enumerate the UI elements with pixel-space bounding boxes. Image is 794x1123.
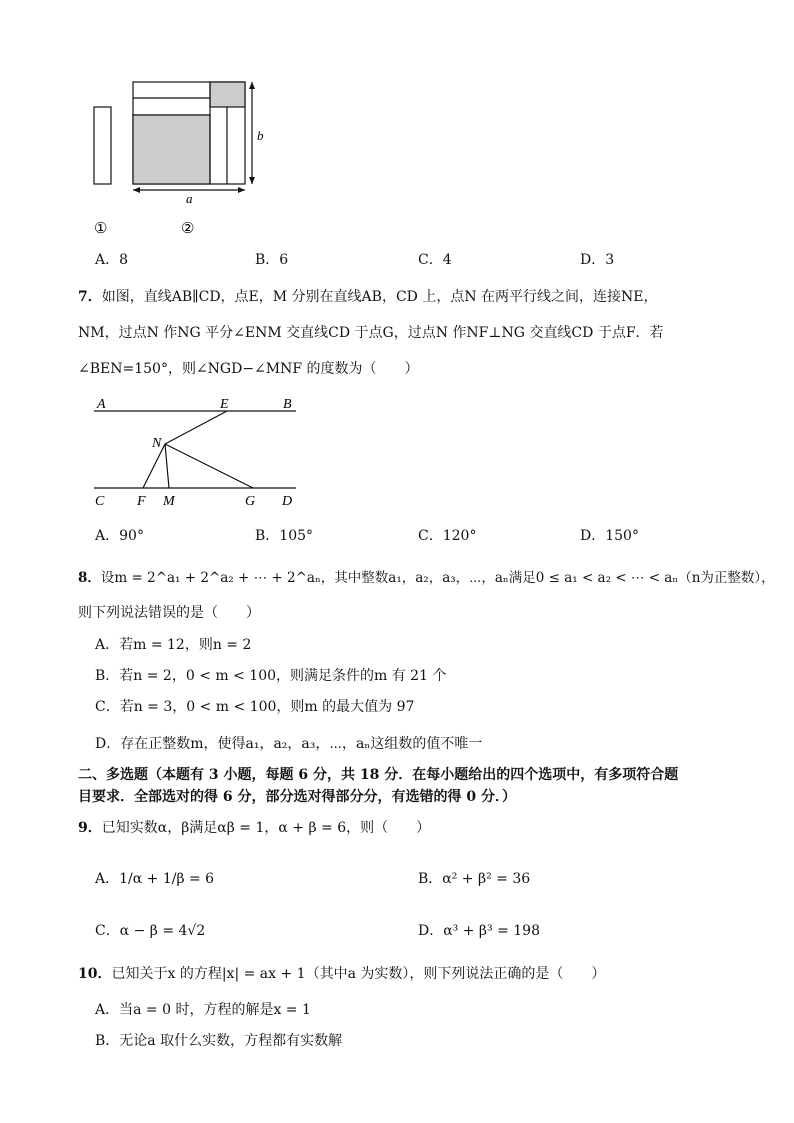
q10-option-a[interactable]: A．当a = 0 时，方程的解是x = 1 — [95, 1002, 311, 1018]
q9-option-b[interactable]: B．α² + β² = 36 — [418, 871, 531, 887]
caption-1: ① — [94, 221, 108, 237]
q8-line-1: 8．设m = 2^a₁ + 2^a₂ + ⋯ + 2^aₙ，其中整数a₁，a₂，a₃，⋯，aₙ满足0 ≤ a₁ < a₂ < ⋯ < aₙ（n为正整数）， — [78, 570, 775, 586]
point-a: A — [97, 397, 106, 412]
q6-option-c[interactable]: C．4 — [418, 252, 452, 268]
rectangle-figure — [88, 76, 278, 246]
q6-option-a[interactable]: A．8 — [95, 252, 129, 268]
point-d: D — [282, 494, 293, 509]
q9-stem: 9．已知实数α，β满足αβ = 1，α + β = 6，则（ ） — [78, 820, 431, 836]
point-g: G — [245, 494, 256, 509]
q6-option-b[interactable]: B．6 — [255, 252, 289, 268]
grey-small-square — [210, 82, 245, 107]
label-b: b — [257, 128, 264, 143]
point-n: N — [152, 436, 162, 451]
section-2-heading-line-2: 目要求．全部选对的得 6 分，部分选对得部分分，有选错的得 0 分．） — [78, 789, 516, 805]
section-2-heading-line-1: 二、多选题（本题有 3 小题，每题 6 分，共 18 分．在每小题给出的四个选项中，有多项符合题 — [78, 767, 679, 783]
parallel-lines-figure — [88, 392, 308, 510]
label-a: a — [186, 191, 193, 206]
q7-option-c[interactable]: C．120° — [418, 528, 477, 544]
q7-line-3: ∠BEN=150°，则∠NGD−∠MNF 的度数为（ ） — [78, 361, 419, 377]
q6-option-d[interactable]: D．3 — [580, 252, 615, 268]
segment-nm — [165, 444, 169, 488]
point-c: C — [95, 494, 105, 509]
small-rectangle-1 — [94, 107, 111, 184]
segment-ng — [165, 444, 253, 488]
q9-option-d[interactable]: D．α³ + β³ = 198 — [418, 923, 540, 939]
point-f: F — [137, 494, 146, 509]
q7-line-2: NM，过点N 作NG 平分∠ENM 交直线CD 于点G，过点N 作NF⊥NG 交直线CD 于点F．若 — [78, 325, 664, 341]
q7-option-b[interactable]: B．105° — [255, 528, 314, 544]
caption-2: ② — [181, 221, 195, 237]
q10-option-b[interactable]: B．无论a 取什么实数，方程都有实数解 — [95, 1033, 343, 1049]
point-m: M — [163, 494, 175, 509]
point-b: B — [283, 397, 292, 412]
q10-stem: 10．已知关于x 的方程|x| = ax + 1（其中a 为实数），则下列说法正确的是（ ） — [78, 966, 606, 982]
q8-line-2: 则下列说法错误的是（ ） — [78, 605, 260, 621]
q8-option-d[interactable]: D．存在正整数m，使得a₁，a₂，a₃，⋯，aₙ这组数的值不唯一 — [95, 736, 483, 752]
q7-line-1: 7．如图，直线AB∥CD，点E，M 分别在直线AB，CD 上，点N 在两平行线之间，连接NE， — [78, 289, 658, 305]
grey-square — [133, 115, 210, 184]
q7-option-a[interactable]: A．90° — [95, 528, 144, 544]
q8-option-c[interactable]: C．若n = 3，0 < m < 100，则m 的最大值为 97 — [95, 699, 415, 715]
q9-option-a[interactable]: A．1/α + 1/β = 6 — [95, 871, 215, 887]
segment-ne — [165, 411, 227, 444]
q8-option-b[interactable]: B．若n = 2，0 < m < 100，则满足条件的m 有 21 个 — [95, 668, 447, 684]
q8-option-a[interactable]: A．若m = 12，则n = 2 — [95, 637, 252, 653]
q9-option-c[interactable]: C．α − β = 4√2 — [95, 923, 206, 939]
point-e: E — [220, 397, 229, 412]
q7-option-d[interactable]: D．150° — [580, 528, 639, 544]
